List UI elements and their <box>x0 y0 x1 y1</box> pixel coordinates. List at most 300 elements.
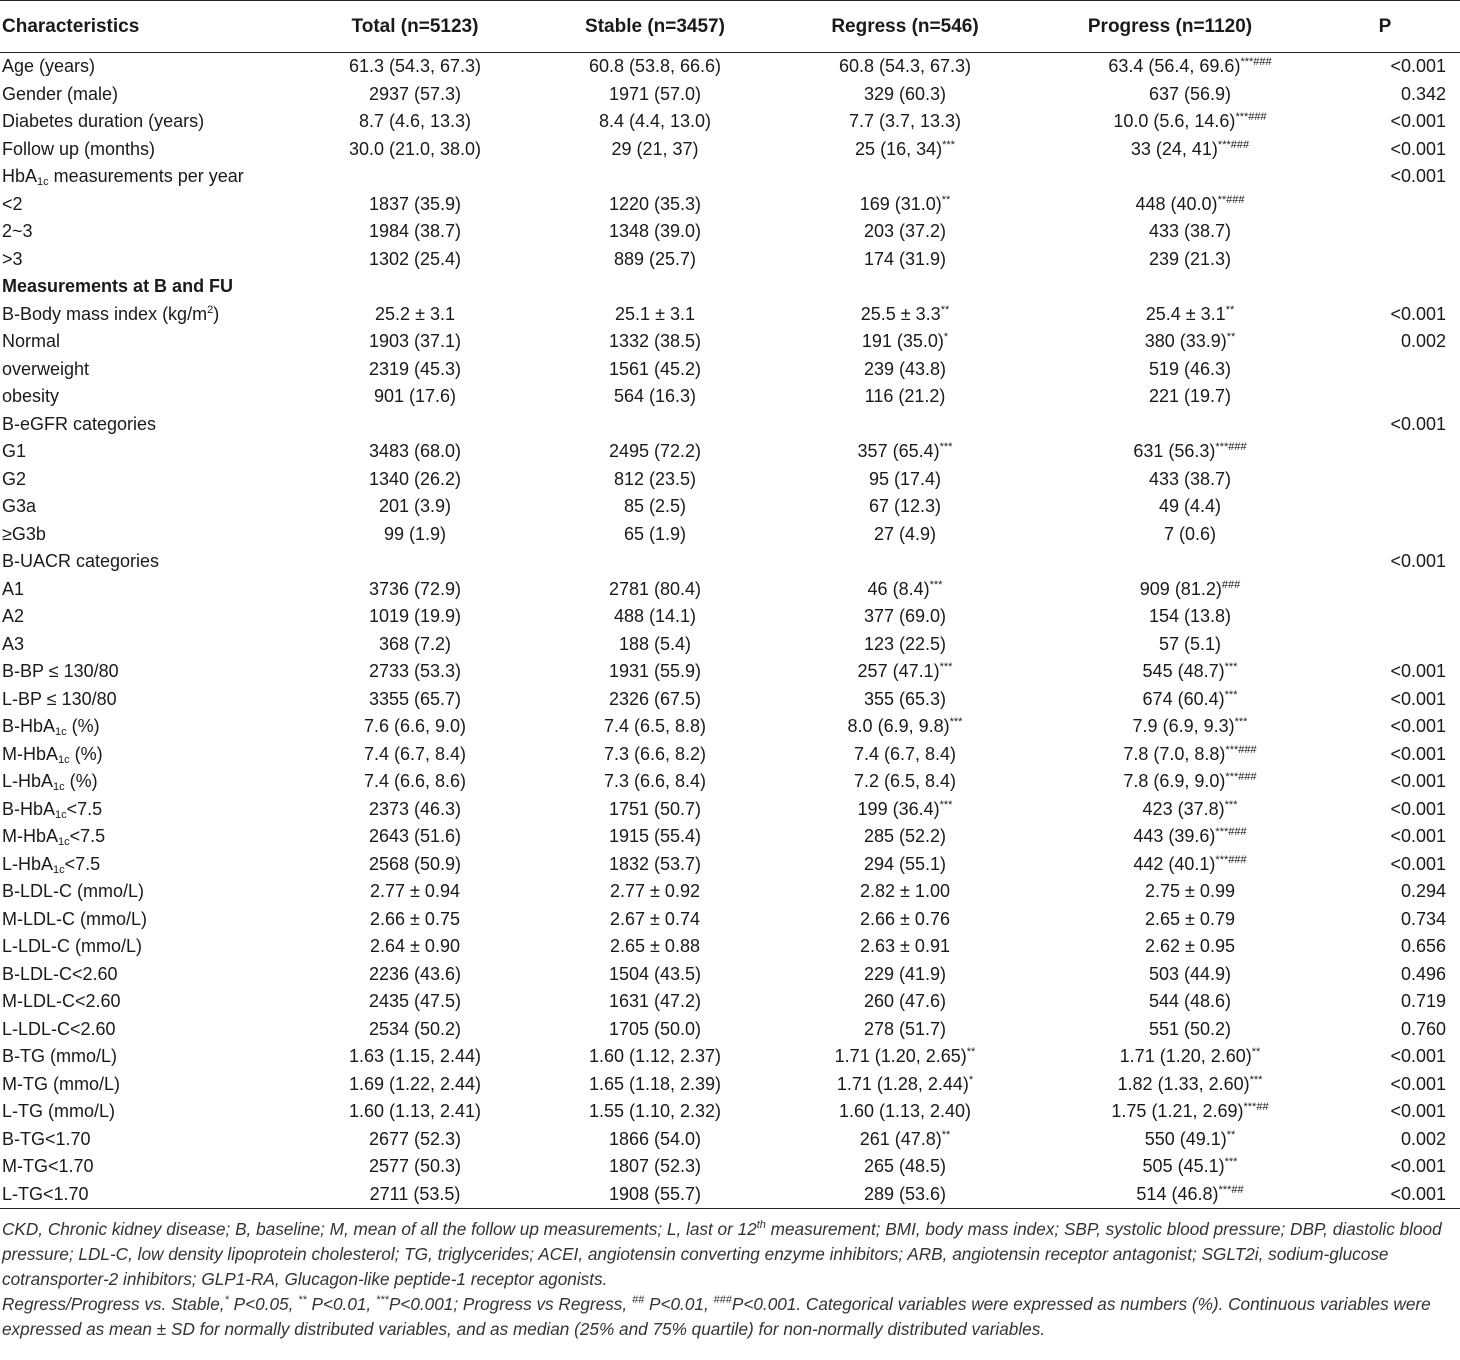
row-label: L-HbA$_{1c}$ (%) <box>2 771 98 793</box>
abbreviations-note: CKD, Chronic kidney disease; B, baseline; M, mean of all the follow up measurements; L, last or 12th measurement; BMI, body mass index; SBP, systolic blood pressure; DBP, diastolic blood pressure; LDL-C, low density lipoprotein cholesterol; TG, triglycerides; ACEI, angiotensin converting enzyme inhibitors; ARB, angiotensin receptor antagonist; SGLT2i, sodium-glucose cotransporter-2 inhibitors; GLP1-RA, Glucagon-like peptide-1 receptor agonists. <box>2 1219 1442 1289</box>
row-label: L-TG<1.70 <box>0 1181 300 1209</box>
cell-total: 201 (3.9) <box>378 496 452 516</box>
cell-total: 7.4 (6.7, 8.4) <box>363 743 467 764</box>
cell-stable <box>530 273 780 301</box>
table-row <box>0 906 1460 934</box>
cell-regress <box>780 411 1030 439</box>
cell-p: <0.001 <box>1390 688 1446 709</box>
cell-progress: 443 (39.6)***### <box>1133 826 1247 846</box>
cell-p: <0.001 <box>1390 853 1446 874</box>
cell-regress: 123 (22.5) <box>863 633 947 654</box>
cell-p <box>1310 576 1460 604</box>
significance-marker: *** <box>942 138 955 151</box>
table-row <box>0 741 1460 769</box>
cell-stable: 2.77 ± 0.92 <box>610 881 700 901</box>
cell-total: 61.3 (54.3, 67.3) <box>348 56 482 76</box>
cell-stable <box>530 411 780 439</box>
cell-progress: 33 (24, 41)***### <box>1130 138 1250 159</box>
cell-regress: 2.63 ± 0.91 <box>860 936 950 956</box>
row-label: G3a <box>2 496 37 516</box>
row-label: Diabetes duration (years) <box>2 111 205 131</box>
cell-progress: 550 (49.1)** <box>1144 1128 1236 1149</box>
table-row <box>0 53 1460 81</box>
cell-p: <0.001 <box>1390 771 1446 791</box>
row-label: G2 <box>2 468 27 489</box>
cell-progress: 7.8 (6.9, 9.0)***### <box>1123 771 1257 791</box>
significance-marker: *** <box>1234 716 1248 728</box>
table-row <box>0 576 1460 604</box>
table-row <box>0 246 1460 274</box>
cell-progress: 433 (38.7) <box>1148 468 1232 489</box>
cell-total: 2534 (50.2) <box>368 1018 462 1039</box>
cell-total: 2568 (50.9) <box>368 853 462 874</box>
cell-progress: 631 (56.3)***### <box>1133 441 1247 461</box>
cell-total: 1019 (19.9) <box>368 606 462 626</box>
cell-regress: 7.2 (6.5, 8.4) <box>853 771 957 791</box>
cell-progress: 2.62 ± 0.95 <box>1145 936 1235 956</box>
row-label: B-eGFR categories <box>2 413 157 434</box>
significance-marker: ** <box>1226 331 1236 343</box>
significance-marker: ***## <box>1218 1183 1244 1196</box>
cell-progress <box>1030 273 1310 301</box>
cell-progress: 674 (60.4)*** <box>1142 688 1238 709</box>
cell-p: <0.001 <box>1390 166 1446 186</box>
cell-stable: 7.3 (6.6, 8.2) <box>603 743 707 764</box>
row-label: Follow up (months) <box>2 138 156 159</box>
table-row <box>0 411 1460 439</box>
cell-p: 0.002 <box>1400 331 1446 351</box>
cell-total: 2711 (53.5) <box>300 1181 530 1209</box>
table-row <box>0 823 1460 851</box>
cell-progress: 519 (46.3) <box>1148 358 1232 379</box>
table-row <box>0 1016 1460 1044</box>
row-label: Gender (male) <box>2 83 119 104</box>
table-row <box>0 686 1460 714</box>
cell-stable: 2.67 ± 0.74 <box>610 908 700 929</box>
cell-p: 0.294 <box>1400 881 1446 901</box>
cell-p <box>1310 603 1460 631</box>
cell-stable <box>530 163 780 191</box>
cell-total: 8.7 (4.6, 13.3) <box>358 111 472 131</box>
cell-regress: 1.71 (1.20, 2.65)** <box>834 1046 976 1066</box>
cell-regress: 294 (55.1) <box>863 853 947 874</box>
significance-marker: ### <box>1221 578 1241 591</box>
cell-total: 2236 (43.6) <box>368 963 462 984</box>
cell-total: 2577 (50.3) <box>368 1156 462 1176</box>
table-row <box>0 796 1460 824</box>
row-label: B-LDL-C<2.60 <box>2 963 118 984</box>
cell-stable: 1561 (45.2) <box>608 358 702 379</box>
table-row <box>0 713 1460 741</box>
cell-regress: 67 (12.3) <box>868 496 942 516</box>
cell-total: 2373 (46.3) <box>368 798 462 819</box>
row-label: ≥G3b <box>2 523 46 544</box>
cell-regress: 278 (51.7) <box>863 1018 947 1039</box>
cell-progress: 503 (44.9) <box>1148 963 1232 984</box>
row-label: G1 <box>2 441 27 461</box>
cell-progress: 239 (21.3) <box>1148 248 1232 269</box>
table-row <box>0 961 1460 989</box>
significance-marker: ** <box>940 303 950 316</box>
cell-stable: 1.55 (1.10, 2.32) <box>588 1101 722 1121</box>
cell-p: 0.496 <box>1400 963 1446 984</box>
cell-stable <box>530 548 780 576</box>
cell-stable: 488 (14.1) <box>613 606 697 626</box>
cell-stable: 1908 (55.7) <box>530 1181 780 1209</box>
cell-regress <box>780 548 1030 576</box>
cell-regress: 229 (41.9) <box>863 963 947 984</box>
cell-stable: 7.4 (6.5, 8.8) <box>603 716 707 736</box>
cell-regress: 239 (43.8) <box>863 358 947 379</box>
cell-p: <0.001 <box>1390 798 1446 819</box>
cell-stable: 1915 (55.4) <box>608 826 702 846</box>
table-row <box>0 988 1460 1016</box>
cell-stable: 1807 (52.3) <box>608 1156 702 1176</box>
cell-total: 3736 (72.9) <box>368 578 462 599</box>
significance-note: Regress/Progress vs. Stable,* P<0.05, ** P<0.01, ***P<0.001; Progress vs Regress, ## P<0.01, ###P<0.001. Categorical variables were expressed as numbers (%). Continuous variables were expressed as mean ± SD for normally distributed variables, and as median (25% and 75% quartile) for non-normally distributed variables. <box>2 1294 1431 1339</box>
cell-regress: 355 (65.3) <box>863 688 947 709</box>
cell-regress: 116 (21.2) <box>864 386 946 406</box>
row-label: L-BP ≤ 130/80 <box>2 688 117 709</box>
significance-marker: *** <box>939 798 953 811</box>
table-row <box>0 328 1460 356</box>
cell-p: 0.002 <box>1400 1128 1446 1149</box>
cell-stable: 1705 (50.0) <box>608 1018 702 1039</box>
significance-marker: *** <box>1224 688 1238 701</box>
cell-total <box>300 548 530 576</box>
row-label: Age (years) <box>2 56 96 76</box>
cell-progress: 7.9 (6.9, 9.3)*** <box>1132 716 1248 736</box>
significance-marker: ** <box>1226 1128 1236 1141</box>
row-label: M-TG (mmo/L) <box>2 1073 120 1094</box>
cell-p: <0.001 <box>1390 551 1446 571</box>
significance-marker: ***### <box>1235 111 1267 123</box>
cell-stable: 1.65 (1.18, 2.39) <box>588 1073 722 1094</box>
significance-marker: * <box>943 331 949 343</box>
cell-regress: 95 (17.4) <box>868 468 942 489</box>
cell-total <box>300 273 530 301</box>
table-row <box>0 493 1460 521</box>
significance-marker: *** <box>1224 798 1238 811</box>
table-row <box>0 631 1460 659</box>
cell-progress: 423 (37.8)*** <box>1142 798 1238 819</box>
row-label: M-HbA$_{1c}$<7.5 <box>2 826 106 848</box>
cell-total: 3483 (68.0) <box>368 441 462 461</box>
table-row <box>0 438 1460 466</box>
table-row <box>0 933 1460 961</box>
cell-stable: 1832 (53.7) <box>608 853 702 874</box>
section-row <box>0 273 1460 301</box>
table-row <box>0 163 1460 191</box>
cell-regress: 46 (8.4)*** <box>867 578 943 599</box>
table-row <box>0 1126 1460 1154</box>
table-row <box>0 521 1460 549</box>
table-row <box>0 768 1460 796</box>
cell-progress: 63.4 (56.4, 69.6)***### <box>1108 56 1272 76</box>
cell-p: <0.001 <box>1390 1073 1446 1094</box>
cell-regress: 7.4 (6.7, 8.4) <box>853 743 957 764</box>
cell-p: 0.342 <box>1400 83 1446 104</box>
row-label: A3 <box>2 633 25 654</box>
cell-regress: 199 (36.4)*** <box>857 798 953 819</box>
cell-regress <box>780 273 1030 301</box>
cell-total: 2.77 ± 0.94 <box>370 881 460 901</box>
row-label: HbA$_{1c}$ measurements per year <box>2 166 244 188</box>
cell-p: <0.001 <box>1390 826 1446 846</box>
row-label: B-LDL-C (mmo/L) <box>2 881 145 901</box>
cell-p: <0.001 <box>1390 138 1446 159</box>
significance-marker: ***### <box>1215 826 1247 838</box>
cell-total: 1.69 (1.22, 2.44) <box>348 1073 482 1094</box>
table-row <box>0 383 1460 411</box>
cell-stable: 60.8 (53.8, 66.6) <box>588 56 722 76</box>
cell-stable: 2495 (72.2) <box>608 441 702 461</box>
cell-regress: 174 (31.9) <box>863 248 947 269</box>
cell-progress: 545 (48.7)*** <box>1142 661 1238 681</box>
cell-stable: 1504 (43.5) <box>608 963 702 984</box>
cell-p: <0.001 <box>1390 56 1446 76</box>
row-label: Measurements at B and FU <box>2 276 234 296</box>
row-label: B-HbA$_{1c}$<7.5 <box>2 798 103 821</box>
cell-regress: 7.7 (3.7, 13.3) <box>848 111 962 131</box>
cell-regress: 191 (35.0)* <box>861 331 949 351</box>
cell-progress: 154 (13.8) <box>1148 606 1232 626</box>
cell-p <box>1310 521 1460 549</box>
cell-stable: 1220 (35.3) <box>608 193 702 214</box>
significance-marker: *** <box>929 578 943 591</box>
cell-total: 7.6 (6.6, 9.0) <box>363 716 467 736</box>
cell-p: <0.001 <box>1390 303 1446 324</box>
cell-total: 1.63 (1.15, 2.44) <box>348 1046 482 1066</box>
cell-p: 0.719 <box>1400 991 1446 1011</box>
table-row <box>0 218 1460 246</box>
cell-p: <0.001 <box>1390 1156 1446 1176</box>
table-row <box>0 301 1460 329</box>
cell-progress: 25.4 ± 3.1** <box>1145 303 1235 324</box>
cell-total: 1340 (26.2) <box>368 468 462 489</box>
cell-regress: 1.71 (1.28, 2.44)* <box>836 1073 974 1094</box>
row-label: A1 <box>2 578 25 599</box>
cell-progress: 1.82 (1.33, 2.60)*** <box>1117 1073 1263 1094</box>
header-regress: Regress (n=546) <box>780 1 1030 53</box>
cell-regress: 265 (48.5) <box>863 1156 947 1176</box>
cell-progress: 448 (40.0)**### <box>1135 193 1245 214</box>
significance-marker: ** <box>941 193 951 206</box>
cell-stable: 812 (23.5) <box>613 468 697 489</box>
cell-total: 1302 (25.4) <box>368 248 462 269</box>
cell-total: 2.66 ± 0.75 <box>370 908 460 929</box>
significance-marker: *** <box>939 661 953 673</box>
row-label: Normal <box>2 331 61 351</box>
header-characteristics: Characteristics <box>0 1 300 53</box>
cell-progress: 514 (46.8)***## <box>1030 1181 1310 1209</box>
significance-marker: *** <box>1224 661 1238 673</box>
header-stable: Stable (n=3457) <box>530 1 780 53</box>
cell-stable: 889 (25.7) <box>613 248 697 269</box>
table-body <box>0 53 1460 1209</box>
cell-p <box>1310 631 1460 659</box>
cell-stable: 1971 (57.0) <box>608 83 702 104</box>
cell-progress: 221 (19.7) <box>1148 386 1232 406</box>
table-row <box>0 658 1460 686</box>
cell-p: <0.001 <box>1310 1181 1460 1209</box>
row-label: M-LDL-C<2.60 <box>2 991 121 1011</box>
cell-regress: 60.8 (54.3, 67.3) <box>838 56 972 76</box>
cell-total: 901 (17.6) <box>373 386 457 406</box>
cell-total: 1903 (37.1) <box>368 331 462 351</box>
cell-total: 2677 (52.3) <box>368 1128 462 1149</box>
cell-p <box>1310 466 1460 494</box>
cell-p <box>1310 438 1460 466</box>
table-row <box>0 603 1460 631</box>
significance-marker: ***### <box>1215 441 1247 453</box>
cell-regress: 377 (69.0) <box>863 606 947 626</box>
significance-marker: ***### <box>1217 138 1250 151</box>
table-row <box>0 1071 1460 1099</box>
cell-progress: 1.75 (1.21, 2.69)***## <box>1111 1101 1269 1121</box>
cell-stable: 7.3 (6.6, 8.4) <box>603 771 707 791</box>
row-label: B-Body mass index $(kg/m^2)$ <box>2 303 220 324</box>
cell-regress <box>780 163 1030 191</box>
row-label: obesity <box>2 386 60 406</box>
header-row <box>0 1 1460 53</box>
table-row <box>0 136 1460 164</box>
cell-p: <0.001 <box>1390 413 1446 434</box>
cell-progress: 544 (48.6) <box>1148 991 1232 1011</box>
row-label: B-UACR categories <box>2 551 160 571</box>
cell-total: 1.60 (1.13, 2.41) <box>348 1101 482 1121</box>
cell-p: <0.001 <box>1390 1046 1446 1066</box>
row-label: <2 <box>2 193 23 214</box>
cell-p: <0.001 <box>1390 1101 1446 1121</box>
significance-marker: *** <box>939 441 953 453</box>
table-row <box>0 466 1460 494</box>
row-label: M-TG<1.70 <box>2 1156 94 1176</box>
cell-stable: 85 (2.5) <box>623 496 687 516</box>
cell-p <box>1310 273 1460 301</box>
cell-progress <box>1030 163 1310 191</box>
significance-marker: * <box>968 1073 974 1086</box>
cell-stable: 1332 (38.5) <box>608 331 702 351</box>
table-row <box>0 356 1460 384</box>
significance-marker: ** <box>966 1046 976 1058</box>
cell-progress: 10.0 (5.6, 14.6)***### <box>1113 111 1267 131</box>
cell-regress: 261 (47.8)** <box>859 1128 951 1149</box>
cell-regress: 289 (53.6) <box>780 1181 1030 1209</box>
cell-regress: 285 (52.2) <box>863 826 947 846</box>
significance-marker: ** <box>1225 303 1235 316</box>
cell-stable: 25.1 ± 3.1 <box>615 303 695 324</box>
table-row <box>0 81 1460 109</box>
cell-p: <0.001 <box>1390 661 1446 681</box>
table-row <box>0 1181 1460 1209</box>
cell-stable: 1866 (54.0) <box>608 1128 702 1149</box>
significance-marker: *** <box>1249 1073 1263 1086</box>
cell-p: 0.656 <box>1400 936 1446 956</box>
cell-progress: 380 (33.9)** <box>1144 331 1236 351</box>
cell-progress: 433 (38.7) <box>1148 221 1232 241</box>
table-row <box>0 851 1460 879</box>
cell-regress: 260 (47.6) <box>863 991 947 1011</box>
row-label: 2~3 <box>2 221 33 241</box>
cell-stable: 8.4 (4.4, 13.0) <box>598 111 712 131</box>
cell-total <box>300 411 530 439</box>
cell-total: 30.0 (21.0, 38.0) <box>348 138 482 159</box>
cell-p <box>1310 246 1460 274</box>
cell-stable: 188 (5.4) <box>618 633 692 654</box>
cell-regress: 25.5 ± 3.3** <box>860 303 950 324</box>
cell-total: 1837 (35.9) <box>368 193 462 214</box>
cell-stable: 1.60 (1.12, 2.37) <box>588 1046 722 1066</box>
cell-regress: 27 (4.9) <box>873 523 937 544</box>
cell-stable: 29 (21, 37) <box>611 138 699 159</box>
cell-regress: 2.66 ± 0.76 <box>860 908 950 929</box>
cell-p <box>1310 191 1460 219</box>
table-row <box>0 1153 1460 1181</box>
cell-progress: 637 (56.9) <box>1148 83 1232 104</box>
cell-p: <0.001 <box>1390 716 1446 736</box>
row-label: M-LDL-C (mmo/L) <box>2 908 148 929</box>
row-label: B-TG (mmo/L) <box>2 1046 117 1066</box>
header-total: Total (n=5123) <box>300 1 530 53</box>
cell-p <box>1310 356 1460 384</box>
significance-marker: ***### <box>1215 853 1247 866</box>
cell-total: 2733 (53.3) <box>368 661 462 681</box>
cell-total: 2643 (51.6) <box>368 826 462 846</box>
cell-regress: 2.82 ± 1.00 <box>860 881 950 901</box>
cell-regress: 357 (65.4)*** <box>857 441 953 461</box>
row-label: L-HbA$_{1c}$<7.5 <box>2 853 101 876</box>
cell-regress: 25 (16, 34)*** <box>855 138 955 159</box>
cell-regress: 8.0 (6.9, 9.8)*** <box>847 716 963 736</box>
row-label: L-LDL-C (mmo/L) <box>2 936 143 956</box>
row-label: L-LDL-C<2.60 <box>2 1018 116 1039</box>
cell-total <box>300 163 530 191</box>
cell-total: 25.2 ± 3.1 <box>375 303 455 324</box>
cell-stable: 2.65 ± 0.88 <box>610 936 700 956</box>
cell-p: <0.001 <box>1390 743 1446 764</box>
cell-total: 2.64 ± 0.90 <box>370 936 460 956</box>
row-label: M-HbA$_{1c}$ (%) <box>2 743 103 766</box>
cell-progress: 7.8 (7.0, 8.8)***### <box>1123 743 1257 764</box>
cell-p: <0.001 <box>1390 111 1446 131</box>
cell-regress: 329 (60.3) <box>863 83 947 104</box>
significance-marker: ***### <box>1225 771 1257 783</box>
cell-stable: 1631 (47.2) <box>608 991 702 1011</box>
cell-stable: 564 (16.3) <box>613 386 697 406</box>
row-label: B-TG<1.70 <box>2 1128 91 1149</box>
cell-stable: 1751 (50.7) <box>608 798 702 819</box>
significance-marker: ***### <box>1225 743 1257 756</box>
cell-p <box>1310 493 1460 521</box>
significance-marker: ** <box>1251 1046 1261 1058</box>
cell-regress: 1.60 (1.13, 2.40) <box>838 1101 972 1121</box>
cell-stable: 2781 (80.4) <box>608 578 702 599</box>
significance-marker: **### <box>1217 193 1245 206</box>
cell-progress: 909 (81.2)### <box>1139 578 1241 599</box>
cell-stable: 65 (1.9) <box>623 523 687 544</box>
table-row <box>0 548 1460 576</box>
cell-progress: 7 (0.6) <box>1163 523 1217 544</box>
table-row <box>0 1098 1460 1126</box>
cell-progress: 551 (50.2) <box>1148 1018 1232 1039</box>
cell-progress: 2.75 ± 0.99 <box>1145 881 1235 901</box>
table-row <box>0 108 1460 136</box>
row-label: L-TG (mmo/L) <box>2 1101 116 1121</box>
table-row <box>0 878 1460 906</box>
header-progress: Progress (n=1120) <box>1030 1 1310 53</box>
cell-total: 2319 (45.3) <box>368 358 462 379</box>
